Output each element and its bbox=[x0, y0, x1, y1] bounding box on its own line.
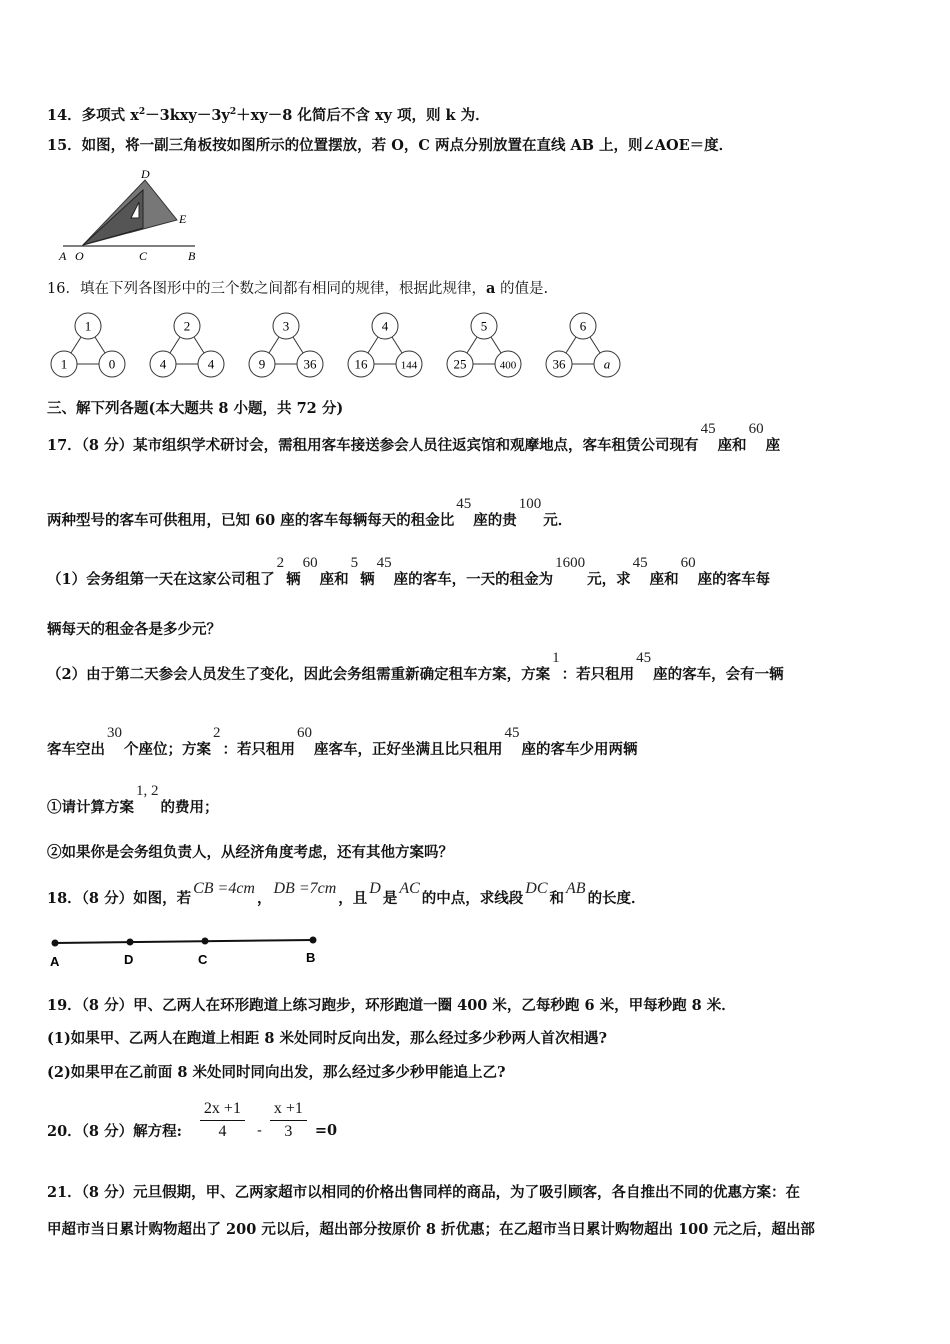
number-figure-5 bbox=[447, 313, 521, 377]
math: DC bbox=[525, 880, 548, 897]
num: 1 bbox=[552, 650, 560, 666]
num: 45 bbox=[456, 496, 472, 512]
text: 个座位；方案 bbox=[124, 741, 211, 758]
circle-value-right: 4 bbox=[207, 356, 215, 372]
point-a bbox=[52, 940, 59, 947]
text: 座的客车少用两辆 bbox=[521, 741, 638, 758]
label-o: O bbox=[75, 249, 84, 263]
circle-value-top: 5 bbox=[480, 318, 488, 334]
q14-text-1: 14．多项式 x bbox=[47, 106, 139, 124]
num: 60 bbox=[302, 555, 318, 571]
text: ，且 bbox=[338, 890, 368, 907]
text: 18．（8 分）如图，若 bbox=[47, 890, 192, 907]
math: AC bbox=[399, 880, 420, 897]
circle-value-left: 9 bbox=[258, 356, 266, 372]
num: 45 bbox=[700, 421, 716, 437]
number-figure-3 bbox=[249, 313, 323, 377]
question-17-line-1 bbox=[47, 421, 781, 456]
circle-value-top: 2 bbox=[183, 318, 191, 334]
text: 辆 bbox=[286, 571, 301, 588]
num: 45 bbox=[504, 725, 520, 741]
circle-value-left: 1 bbox=[60, 356, 68, 372]
q14-exponent-1: 2 bbox=[138, 107, 146, 117]
text: ， bbox=[256, 890, 272, 907]
equals-zero: =0 bbox=[314, 1122, 338, 1139]
point-b bbox=[310, 937, 317, 944]
question-17-line-2 bbox=[47, 496, 573, 531]
number-figures bbox=[46, 312, 646, 384]
q16-text-2: 的值是 bbox=[495, 281, 544, 297]
number-figure-4 bbox=[348, 313, 422, 377]
math: DB =7cm bbox=[273, 880, 337, 897]
label-b: B bbox=[306, 950, 316, 965]
text: 客车空出 bbox=[47, 741, 105, 758]
math: CB =4cm bbox=[193, 880, 255, 897]
point-c bbox=[202, 938, 209, 945]
math: D bbox=[369, 880, 381, 897]
text: 20．（8 分）解方程: bbox=[47, 1123, 182, 1140]
circle-value-left: 4 bbox=[159, 356, 167, 372]
number-figure-1 bbox=[51, 313, 125, 377]
point-d bbox=[127, 939, 134, 946]
text: 座的客车每 bbox=[697, 571, 771, 588]
text: （2）由于第二天参会人员发生了变化，因此会务组需重新确定租车方案，方案 bbox=[47, 666, 551, 683]
question-14 bbox=[47, 102, 490, 128]
segment-figure bbox=[45, 932, 330, 970]
text: 的费用； bbox=[160, 799, 219, 816]
circle-value-right: 400 bbox=[499, 359, 517, 372]
circle-value-top: 3 bbox=[282, 318, 290, 334]
num: 30 bbox=[107, 725, 122, 741]
text: （1）会务组第一天在这家公司租了 bbox=[47, 571, 275, 588]
num: 5 bbox=[350, 555, 359, 571]
text: 座 bbox=[765, 437, 781, 454]
number-figure-6 bbox=[546, 313, 620, 377]
num: 45 bbox=[632, 555, 648, 571]
text: 的中点，求线段 bbox=[421, 890, 524, 907]
circle-value-left: 25 bbox=[453, 356, 467, 372]
question-21-line-2: 甲超市当日累计购物超出了 200 元以后，超出部分按原价 8 折优惠；在乙超市当日累计购物超出 100 元之后，超出部 bbox=[47, 1221, 815, 1238]
question-19-line-2: (1)如果甲、乙两人在跑道上相距 8 米处同时反向出发，那么经过多少秒两人首次相遇? bbox=[47, 1030, 607, 1047]
segment-ab bbox=[55, 940, 313, 943]
text: 元，求 bbox=[587, 571, 631, 588]
q16-var: a bbox=[485, 280, 496, 297]
circle-value-left: 16 bbox=[354, 356, 368, 372]
fraction-2 bbox=[270, 1100, 307, 1141]
circle-value-left: 36 bbox=[552, 356, 566, 372]
question-17-part-1 bbox=[47, 555, 771, 590]
number-figures-svg bbox=[46, 312, 646, 380]
q14-text-3: ＋xy－8 化简后不含 xy 项，则 k 为 bbox=[236, 106, 476, 124]
num: 60 bbox=[748, 421, 764, 437]
text: 座客车，正好坐满且比只租用 bbox=[314, 741, 503, 758]
fraction-1 bbox=[200, 1100, 245, 1141]
num: 1, 2 bbox=[136, 783, 159, 799]
text: 17．（8 分）某市组织学术研讨会，需租用客车接送参会人员往返宾馆和观摩地点，客车租赁公司现有 bbox=[47, 437, 699, 454]
q14-suffix: ． bbox=[475, 106, 490, 124]
num: 60 bbox=[680, 555, 696, 571]
question-17-sub-2: ②如果你是会务组负责人，从经济角度考虑，还有其他方案吗？ bbox=[47, 844, 453, 861]
question-19-line-1: 19．（8 分）甲、乙两人在环形跑道上练习跑步，环形跑道一圈 400 米，乙每秒跑 6 米，甲每秒跑 8 米． bbox=[47, 997, 736, 1014]
num: 45 bbox=[376, 555, 392, 571]
question-17-part-2-line-2 bbox=[47, 725, 638, 760]
question-17-part-1-line-2: 辆每天的租金各是多少元？ bbox=[47, 621, 221, 638]
label-c: C bbox=[198, 952, 208, 967]
math: AB bbox=[566, 880, 586, 897]
text: 和 bbox=[549, 890, 565, 907]
label-c: C bbox=[139, 249, 148, 263]
q16-suffix: . bbox=[543, 281, 549, 297]
numerator: 2x +1 bbox=[200, 1100, 245, 1121]
label-e: E bbox=[179, 212, 187, 226]
label-a: A bbox=[50, 954, 60, 969]
num: 100 bbox=[518, 496, 542, 512]
section-heading: 三、解下列各题(本大题共 8 小题，共 72 分) bbox=[47, 400, 344, 417]
num: 1600 bbox=[555, 555, 586, 571]
circle-value-right: 144 bbox=[400, 359, 418, 372]
text: 座的客车，一天的租金为 bbox=[393, 571, 554, 588]
numerator: x +1 bbox=[270, 1100, 307, 1121]
circle-value-right: 36 bbox=[303, 356, 317, 372]
circle-value-top: 6 bbox=[579, 318, 587, 334]
question-17-sub-1 bbox=[47, 783, 219, 818]
label-a: A bbox=[59, 249, 67, 263]
question-16 bbox=[47, 279, 548, 301]
q16-text: 16．填在下列各图形中的三个数之间都有相同的规律，根据此规律， bbox=[47, 281, 486, 297]
denominator: 3 bbox=[284, 1123, 293, 1140]
number-figure-2 bbox=[150, 313, 224, 377]
num: 60 bbox=[297, 725, 312, 741]
text: 座的客车，会有一辆 bbox=[653, 666, 784, 683]
label-d: D bbox=[141, 168, 150, 181]
circle-value-top: 4 bbox=[381, 318, 389, 334]
label-d: D bbox=[124, 952, 134, 967]
circle-value-right: 0 bbox=[108, 356, 116, 372]
circle-value-top: 1 bbox=[84, 318, 92, 334]
label-b: B bbox=[188, 249, 196, 263]
question-17-part-2 bbox=[47, 650, 784, 685]
text: ：若只租用 bbox=[561, 666, 635, 683]
text: 座和 bbox=[717, 437, 747, 454]
q14-exponent-2: 2 bbox=[229, 107, 237, 117]
text: ：若只租用 bbox=[222, 741, 295, 758]
q14-text-2: －3kxy－3y bbox=[145, 106, 230, 124]
num: 45 bbox=[636, 650, 652, 666]
num: 2 bbox=[213, 725, 221, 741]
question-21-line-1: 21．（8 分）元旦假期，甲、乙两家超市以相同的价格出售同样的商品，为了吸引顾客，各自推出不同的优惠方案：在 bbox=[47, 1184, 801, 1201]
question-18 bbox=[47, 880, 646, 909]
circle-value-right: a bbox=[603, 356, 611, 372]
denominator: 4 bbox=[218, 1123, 227, 1140]
text: ①请计算方案 bbox=[47, 799, 134, 816]
num: 2 bbox=[276, 555, 285, 571]
text: 座和 bbox=[649, 571, 679, 588]
text: 辆 bbox=[360, 571, 375, 588]
text: 座的贵 bbox=[473, 512, 517, 529]
text: 两种型号的客车可供租用，已知 60 座的客车每辆每天的租金比 bbox=[47, 512, 455, 529]
text: 座和 bbox=[319, 571, 349, 588]
q15-text: 15．如图，将一副三角板按如图所示的位置摆放，若 O，C 两点分别放置在直线 AB 上，则∠AOE＝ bbox=[47, 137, 705, 154]
question-15 bbox=[47, 136, 733, 158]
question-19-line-3: (2)如果甲在乙前面 8 米处同时同向出发，那么经过多少秒甲能追上乙? bbox=[47, 1064, 506, 1081]
q15-suffix: 度． bbox=[704, 137, 734, 154]
text: 的长度． bbox=[587, 890, 646, 907]
minus-sign: - bbox=[256, 1122, 262, 1139]
question-20 bbox=[47, 1100, 337, 1141]
text: 元． bbox=[543, 512, 573, 529]
text: 是 bbox=[382, 890, 398, 907]
triangle-figure bbox=[55, 168, 205, 263]
